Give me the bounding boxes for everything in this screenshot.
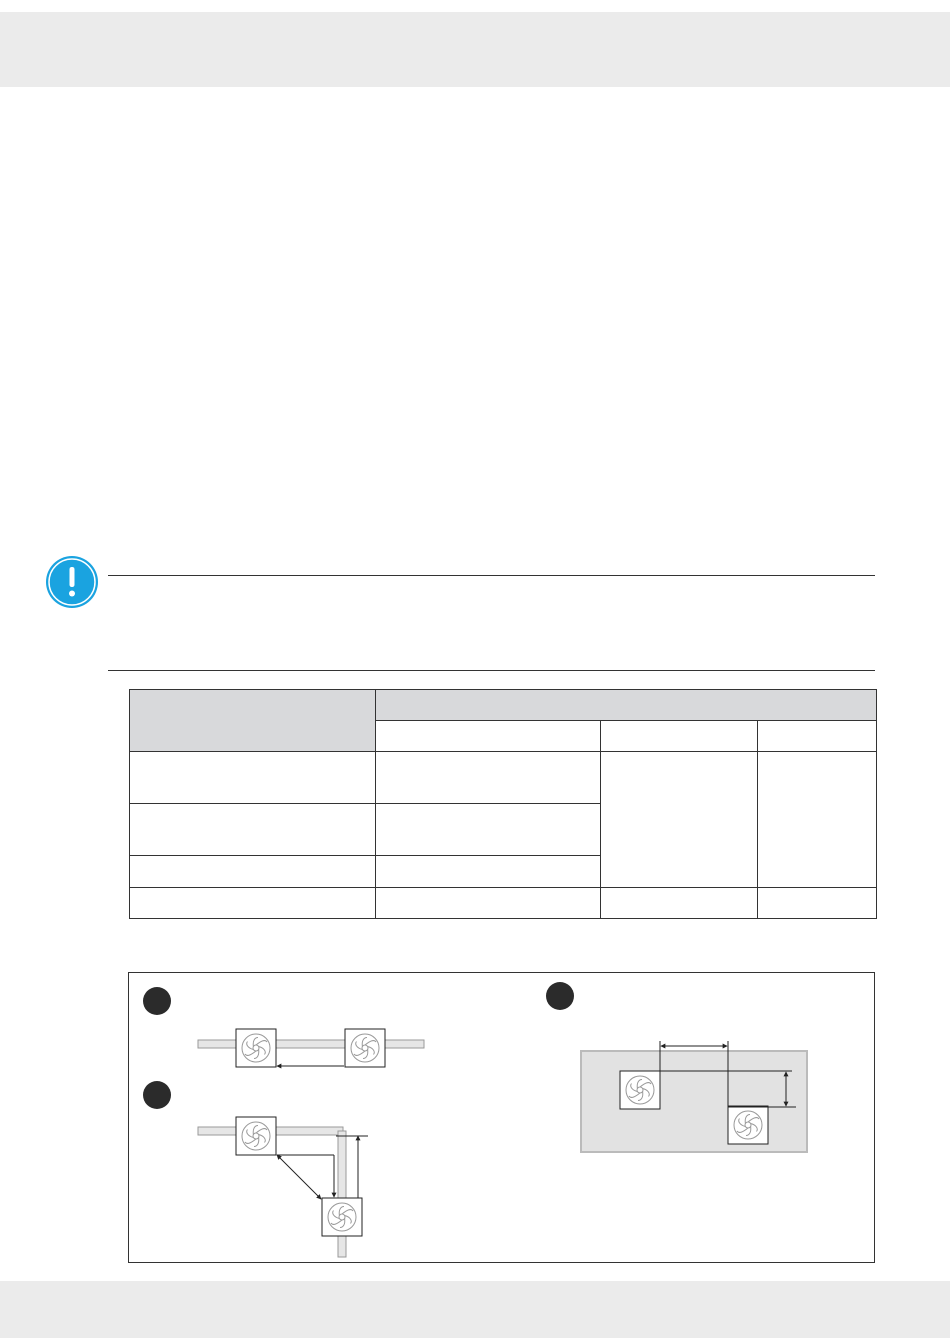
- page-header-band: [0, 12, 950, 87]
- table-cell: [376, 752, 601, 804]
- spec-table: [129, 689, 877, 919]
- installation-diagram: [129, 973, 876, 1264]
- fan-icon: [236, 1117, 276, 1155]
- marker-2: [143, 1081, 171, 1109]
- fan-icon: [236, 1029, 276, 1067]
- table-cell: [758, 752, 877, 888]
- marker-1: [143, 987, 171, 1015]
- table-cell: [130, 888, 376, 919]
- installation-figure: [128, 972, 875, 1263]
- table-subheader-cell: [376, 721, 601, 752]
- fan-icon: [322, 1198, 362, 1236]
- notice-bottom-rule: [108, 670, 875, 671]
- wall-pipe: [338, 1131, 346, 1257]
- table-subheader-cell: [601, 721, 758, 752]
- marker-3: [546, 982, 574, 1010]
- table-cell: [758, 888, 877, 919]
- table-subheader-cell: [758, 721, 877, 752]
- fan-icon: [620, 1071, 660, 1109]
- table-cell: [601, 752, 758, 888]
- table-cell: [376, 804, 601, 856]
- notice-top-rule: [108, 575, 875, 576]
- installation-zone: [581, 1051, 807, 1152]
- table-cell: [601, 888, 758, 919]
- table-cell: [376, 856, 601, 888]
- table-cell: [130, 752, 376, 804]
- table-cell: [376, 888, 601, 919]
- table-cell: [130, 804, 376, 856]
- exclamation-icon: [44, 554, 100, 610]
- fan-icon: [345, 1029, 385, 1067]
- fan-icon: [728, 1106, 768, 1144]
- table-header-cell: [376, 690, 877, 721]
- table-cell: [130, 856, 376, 888]
- diagonal-distance-arrow: [277, 1155, 321, 1199]
- page-footer-band: [0, 1281, 950, 1338]
- table-header-cell: [130, 690, 376, 752]
- wall-pipe: [198, 1040, 424, 1048]
